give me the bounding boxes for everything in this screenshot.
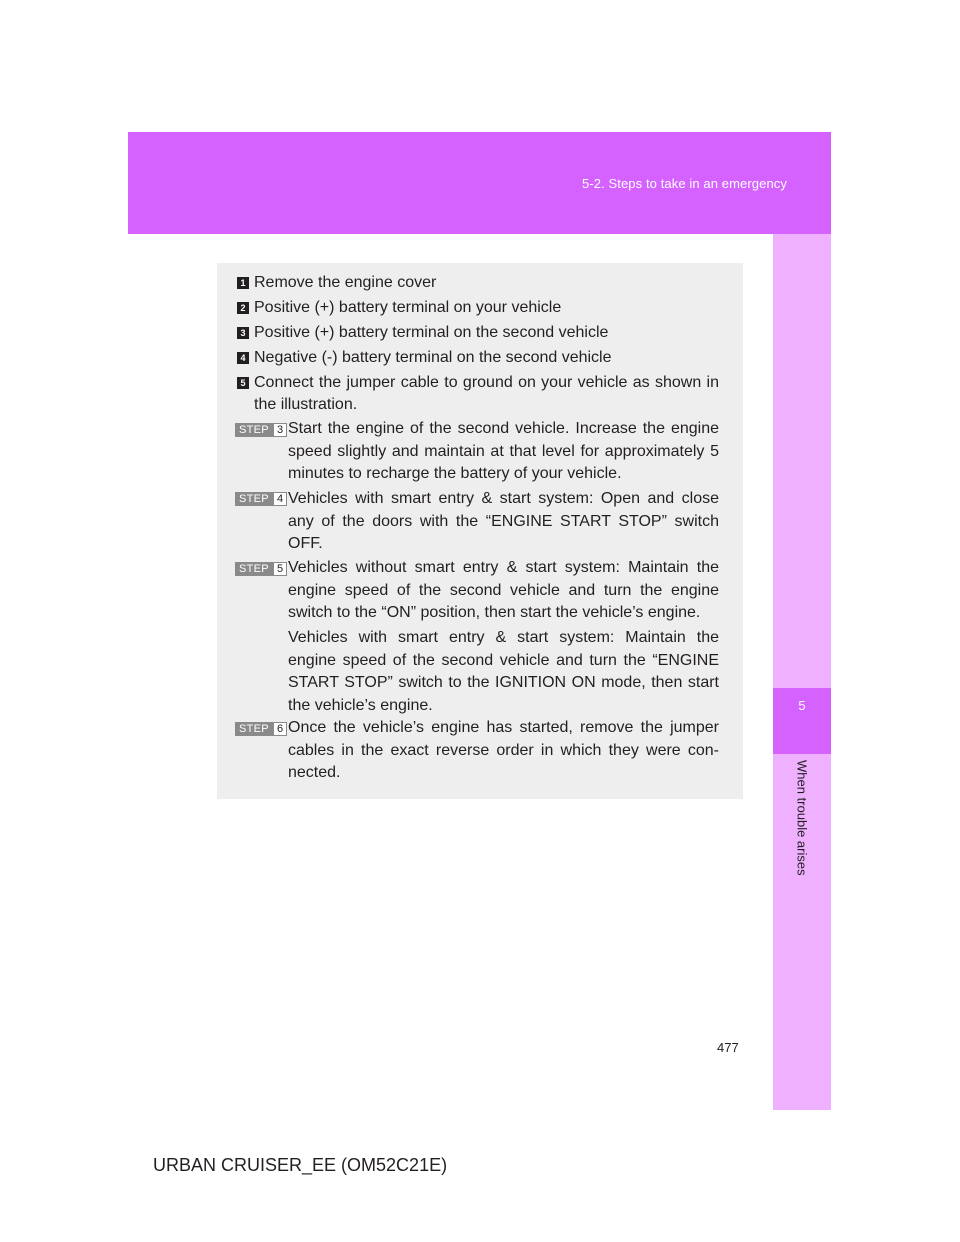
chapter-number-box (773, 688, 831, 754)
step-5-extra-line-4: the vehicle’s engine. (288, 697, 433, 714)
item-1-text: Remove the engine cover (254, 274, 437, 291)
step-3-text-line-2: speed slightly and maintain at that level for approximately 5 (288, 443, 719, 460)
item-3-text: Positive (+) battery terminal on the second vehicle (254, 324, 609, 341)
item-5-text-line-1: Connect the jumper cable to ground on your vehicle as shown in (254, 374, 719, 391)
step-3-text-line-1: Start the engine of the second vehicle. Increase the engine (288, 420, 719, 437)
step-5-badge (235, 562, 287, 576)
item-3-number-icon: 3 (237, 327, 249, 339)
step-4-text-line-3: OFF. (288, 535, 323, 552)
item-1-number-icon: 1 (237, 277, 249, 289)
step-number: 6 (273, 722, 287, 736)
step-label: STEP (235, 423, 273, 437)
document-footer: URBAN CRUISER_EE (OM52C21E) (153, 1155, 448, 1175)
step-6-text-line-2: cables in the exact reverse order in which they were con- (288, 742, 719, 759)
step-6-text-line-3: nected. (288, 764, 341, 781)
step-5-text-line-1: Vehicles without smart entry & start system: Maintain the (288, 559, 719, 576)
step-5-extra-line-2: engine speed of the second vehicle and turn the “ENGINE (288, 652, 719, 669)
section-title: 5-2. Steps to take in an emergency (581, 176, 787, 191)
step-3-badge (235, 423, 287, 437)
step-5-text-line-2: engine speed of the second vehicle and turn the engine (288, 582, 719, 599)
item-4-text: Negative (-) battery terminal on the second vehicle (254, 349, 612, 366)
step-3-text-line-3: minutes to recharge the battery of your vehicle. (288, 465, 622, 482)
step-number: 4 (273, 492, 287, 506)
item-5-number-icon: 5 (237, 377, 249, 389)
chapter-label: When trouble arises (794, 760, 810, 876)
step-6-badge (235, 722, 287, 736)
item-2-text: Positive (+) battery terminal on your vehicle (254, 299, 562, 316)
page-number: 477 (717, 1040, 739, 1055)
step-4-badge (235, 492, 287, 506)
section-header-band (128, 132, 831, 234)
step-4-text-line-2: any of the doors with the “ENGINE START STOP” switch (288, 513, 719, 530)
step-5-extra-line-1: Vehicles with smart entry & start system: Maintain the (288, 629, 719, 646)
step-label: STEP (235, 492, 273, 506)
step-4-text-line-1: Vehicles with smart entry & start system: Open and close (288, 490, 719, 507)
step-label: STEP (235, 722, 273, 736)
step-number: 5 (273, 562, 287, 576)
step-6-text-line-1: Once the vehicle’s engine has started, remove the jumper (288, 719, 719, 736)
step-5-text-line-3: switch to the “ON” position, then start the vehicle’s engine. (288, 604, 701, 621)
item-2-number-icon: 2 (237, 302, 249, 314)
chapter-number: 5 (798, 698, 806, 713)
chapter-side-tab (773, 234, 831, 1110)
item-5-text-line-2: the illustration. (254, 396, 358, 413)
step-label: STEP (235, 562, 273, 576)
step-5-extra-line-3: START STOP” switch to the IGNITION ON mode, then start (288, 674, 719, 691)
step-number: 3 (273, 423, 287, 437)
item-4-number-icon: 4 (237, 352, 249, 364)
